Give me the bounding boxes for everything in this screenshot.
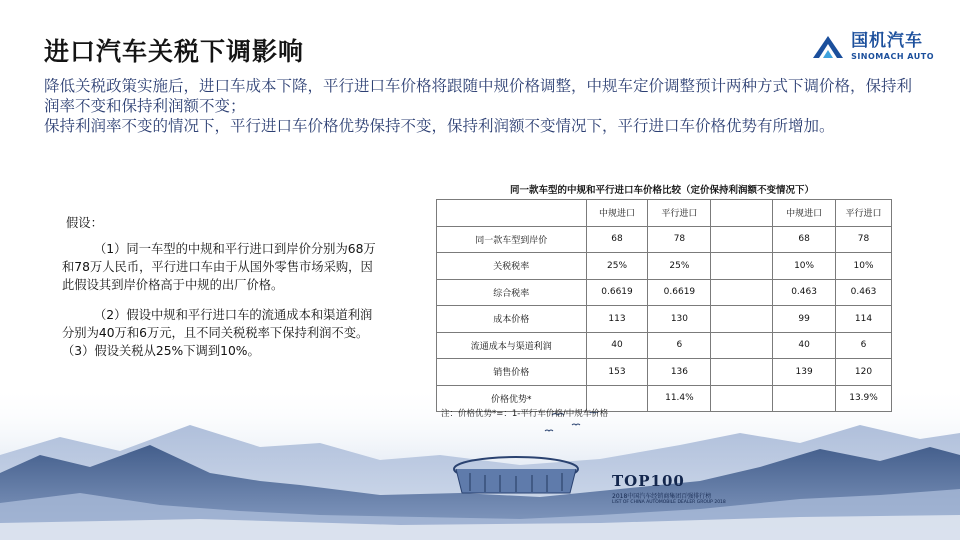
logo-english-text: SINOMACH AUTO	[851, 52, 934, 61]
assumption-block	[62, 214, 380, 360]
price-comparison-table	[436, 199, 892, 412]
table-cell: 130	[648, 306, 711, 333]
table-cell: 10%	[836, 253, 892, 280]
table-cell	[711, 253, 773, 280]
table-cell: 78	[648, 226, 711, 253]
table-cell: 114	[836, 306, 892, 333]
table-cell: 25%	[648, 253, 711, 280]
table-cell	[711, 385, 773, 412]
table-cell: 40	[586, 332, 648, 359]
table-cell: 6	[648, 332, 711, 359]
table-row	[437, 306, 892, 333]
table-cell	[773, 385, 836, 412]
header-cell: 平行进口	[836, 200, 892, 227]
table-cell: 120	[836, 359, 892, 386]
table-cell: 99	[773, 306, 836, 333]
header-cell: 中规进口	[773, 200, 836, 227]
row-label: 成本价格	[437, 306, 587, 333]
header-cell: 平行进口	[648, 200, 711, 227]
table-cell: 68	[773, 226, 836, 253]
table-cell: 153	[586, 359, 648, 386]
row-label: 销售价格	[437, 359, 587, 386]
table-header-row	[437, 200, 892, 227]
top100-subtitle-en: LIST OF CHINA AUTOMOBILE DEALER GROUP 2018	[612, 500, 726, 505]
table-cell: 0.463	[773, 279, 836, 306]
table-cell	[711, 226, 773, 253]
table-cell	[711, 306, 773, 333]
table-cell	[711, 279, 773, 306]
table-cell: 0.6619	[648, 279, 711, 306]
header-cell: 中规进口	[586, 200, 648, 227]
intro-line-2: 保持利润率不变的情况下，平行进口车价格优势保持不变，保持利润额不变情况下，平行进口车价格优势有所增加。	[44, 117, 835, 135]
table-row	[437, 279, 892, 306]
top100-subtitle-cn: 2018中国汽车经销商集团百强排行榜	[612, 493, 712, 500]
header-cell	[711, 200, 773, 227]
table-cell: 0.463	[836, 279, 892, 306]
table-cell: 6	[836, 332, 892, 359]
assumption-heading: 假设：	[66, 216, 103, 230]
assumption-paragraph-1: （1）同一车型的中规和平行进口到岸价分别为68万和78万人民币，平行进口车由于从国外零售市场采购，因此假设其到岸价格高于中规的出厂价格。	[62, 242, 376, 292]
table-cell: 0.6619	[586, 279, 648, 306]
table-cell: 11.4%	[648, 385, 711, 412]
intro-text	[44, 76, 924, 136]
intro-line-1: 降低关税政策实施后，进口车成本下降，平行进口车价格将跟随中规价格调整，中规车定价调整预计两种方式下调价格，保持利润率不变和保持利润额不变；	[44, 77, 913, 115]
top100-label: TOP100	[612, 472, 685, 490]
table-row	[437, 226, 892, 253]
company-logo	[811, 32, 934, 62]
table-row	[437, 359, 892, 386]
top100-badge	[612, 472, 726, 505]
sinomach-logo-icon	[811, 32, 845, 62]
assumption-paragraph-2: （2）假设中规和平行进口车的流通成本和渠道利润分别为40万和6万元，且不同关税税率下保持利润不变。（3）假设关税从25%下调到10%。	[62, 308, 373, 358]
table-cell: 40	[773, 332, 836, 359]
table-cell: 10%	[773, 253, 836, 280]
logo-chinese-text: 国机汽车	[851, 31, 924, 51]
table-cell: 13.9%	[836, 385, 892, 412]
row-label: 关税税率	[437, 253, 587, 280]
table-cell: 78	[836, 226, 892, 253]
table-cell	[711, 332, 773, 359]
row-label: 同一款车型到岸价	[437, 226, 587, 253]
row-label: 流通成本与渠道利润	[437, 332, 587, 359]
table-title: 同一款车型的中规和平行进口车价格比较（定价保持利润额不变情况下）	[509, 185, 814, 196]
table-cell: 136	[648, 359, 711, 386]
table-footnote: 注：价格优势*=：1-平行车价格/中规车价格	[441, 409, 609, 419]
table-cell: 68	[586, 226, 648, 253]
header-cell	[437, 200, 587, 227]
table-cell: 25%	[586, 253, 648, 280]
row-label: 综合税率	[437, 279, 587, 306]
table-cell	[711, 359, 773, 386]
table-cell: 139	[773, 359, 836, 386]
page-title: 进口汽车关税下调影响	[44, 37, 305, 66]
table-cell: 113	[586, 306, 648, 333]
table-row	[437, 332, 892, 359]
table-row	[437, 253, 892, 280]
row-label: 价格优势*	[437, 385, 587, 412]
